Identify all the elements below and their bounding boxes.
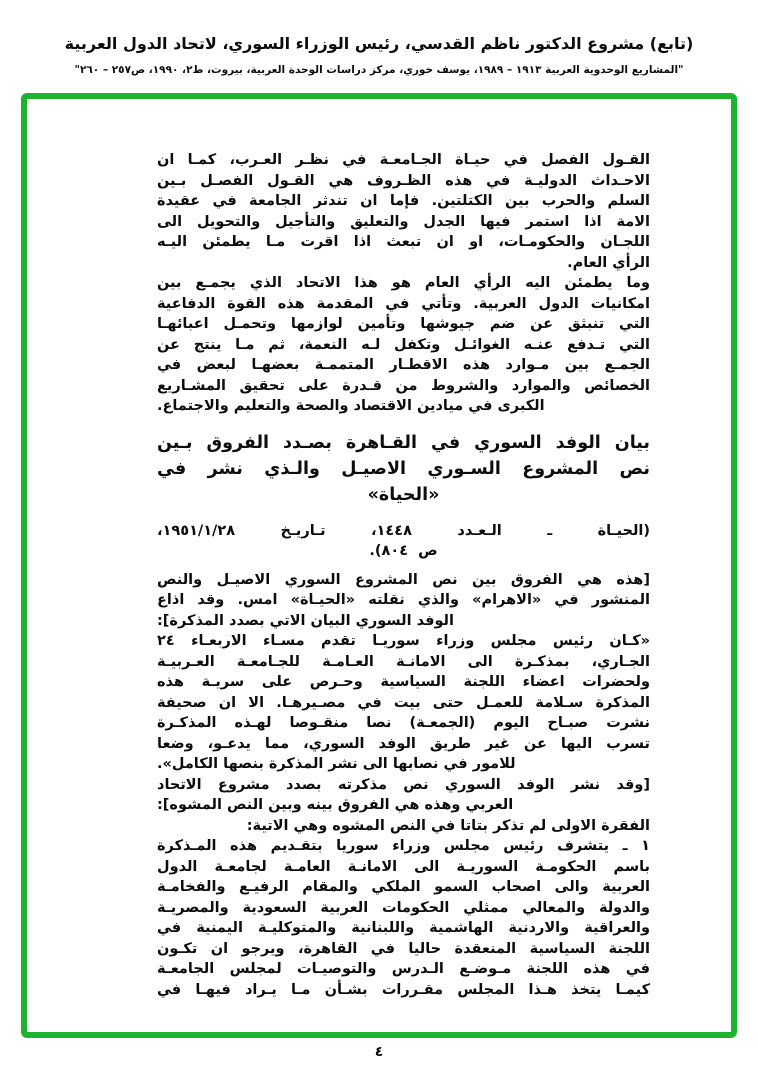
paragraph-4: [157, 631, 650, 775]
text-line: المذكرة سـلامة للعمـل حتى بيت في مصـيرهـا. الا ان صحيفة: [157, 694, 650, 711]
text-line: (الحيـاة ـ الـعـدد ١٤٤٨، تـاريـخ ١٩٥١/١/٢٨،: [157, 522, 650, 539]
text-line: كيمـا يتخذ هـذا المجلس مقـررات بشـأن مـا يـراد فيهـا في: [157, 981, 650, 998]
text-line: في هذه اللجنة مـوضـع الـدرس والتوصيـات لمجلس الجامعـة: [157, 961, 650, 977]
citation: [157, 521, 650, 562]
text-line: العربية والى اصحاب السمو الملكي والمقام الرفيـع والفخامـة: [157, 879, 650, 895]
text-line: باسم الحكومـة السوريـة الى الامانـة العامـة لجامعـة الدول: [157, 858, 650, 875]
text-line: اللجنة السياسية المنعقدة حاليا في القاهرة، ويرجو ان تكـون: [157, 940, 650, 957]
text-line: ص ٨٠٤).: [369, 543, 438, 559]
text-line: تسرب اليها عن غير طريق الوفد السوري، مما يدعـو، وضعا: [157, 735, 650, 752]
text-line: ولحضرات اعضاء اللجنة السياسية وحـرص على سريـة هذه: [157, 674, 650, 690]
text-line: التي تـدفع عنـه الغوائـل وتكفل لـه النعمة، ثم مـا ينتج عن: [157, 336, 650, 353]
text-line: نشرت صبـاح اليوم (الجمعـة) نصا منقـوصا لهـذه المذكـرة: [157, 715, 650, 731]
text-line: الرأي العام.: [567, 254, 650, 271]
text-line: والدولة والمعالي ممثلي الحكومات العربية السعودية والمصريـة: [157, 899, 650, 916]
text-line: اللجـان والحكومـات، او ان تبعث اذا اقرت مـا يطمئن اليـه: [157, 234, 650, 250]
text-line: امكانيات الدول العربية. وتأتي في المقدمة هذه القوة الدفاعية: [157, 295, 650, 312]
paragraph-5: [157, 775, 650, 816]
paragraph-2: [157, 273, 650, 417]
text-line: القـول الفصل في حيـاة الجـامعـة في نظـر العـرب، كمـا ان: [157, 152, 650, 168]
text-line: الامة اذا استمر فيها الجدل والتعليق والتأجيل والتحويل الى: [157, 213, 650, 230]
text-line: التي تنبثق عن ضم جيوشها وتأمين لوازمها وتحمـل اعبائهـا: [157, 316, 650, 332]
section-heading: [157, 430, 650, 508]
document-body: [157, 150, 650, 1000]
text-line: [هذه هي الفروق بين نص المشروع السوري الاصيـل والنص: [157, 571, 650, 588]
page-number: ٤: [374, 1044, 384, 1060]
text-line: وما يطمئن اليه الرأي العام هو هذا الاتحاد الذي يجمـع بين: [157, 275, 650, 291]
text-line: ١ ـ يتشرف رئيس مجلس وزراء سوريا بتقـديم هذه المـذكرة: [157, 838, 650, 854]
text-line: والعراقية والاردنية الهاشمية واللبنانية والمتوكليـة اليمنية في: [157, 920, 650, 936]
paragraph-6: [157, 816, 650, 837]
text-line: بيان الوفد السوري في القـاهرة بصـدد الفروق بـين: [157, 432, 650, 453]
text-line: «كـان رئيس مجلس وزراء سوريـا تقدم مسـاء الاربعـاء ٢٤: [157, 633, 650, 649]
text-line: الخصائص والموارد والشروط من قـدرة على تحقيق المشـاريع: [157, 377, 650, 394]
paragraph-7: [157, 836, 650, 1000]
text-line: المنشور في «الاهرام» والذي نقلته «الحيـاة» امس. وقد اذاع: [157, 592, 650, 608]
document-header-source: "المشاريع الوحدوية العربية ١٩١٣ – ١٩٨٩، يوسف خوري، مركز دراسات الوحدة العربية، بيروت، ط٢، ١٩٩٠، ص٢٥٧ – ٢٦٠": [74, 64, 684, 76]
text-line: [وقد نشر الوفد السوري نص مذكرته بصدد مشروع الاتحاد: [157, 776, 650, 793]
text-line: نص المشروع السـوري الاصيـل والـذي نشر في: [157, 458, 650, 479]
paragraph-1: [157, 150, 650, 273]
text-line: الوفد السوري البيان الاتي بصدد المذكرة]:: [157, 612, 454, 629]
text-line: السلم والحرب بين الكتلتين. فإما ان تندثر الجامعة في عقيدة: [157, 193, 650, 209]
text-line: العربي وهذه هي الفروق بينه وبين النص المشوه]:: [157, 797, 514, 813]
text-line: الكبرى في ميادين الاقتصاد والصحة والتعليم والاجتماع.: [157, 398, 545, 414]
text-line: «الحياة»: [367, 484, 440, 505]
text-line: الاحـداث الدوليـة في هذه الظـروف هي القـول الفصـل بـين: [157, 172, 650, 189]
paragraph-3: [157, 570, 650, 632]
text-line: للامور في نصابها الى نشر المذكرة بنصها الكامل».: [157, 756, 516, 772]
text-line: الجمـع بين مـوارد هذه الاقطـار المتممـة بعضهـا لبعض في: [157, 357, 650, 373]
text-line: الجـاري، بمذكـرة الى الامانـة العـامـة للجـامعـة العـربيـة: [157, 653, 650, 670]
text-line: الفقرة الاولى لم تذكر بتاتا في النص المشوه وهي الاتية:: [246, 817, 650, 834]
document-header-title: (تابع) مشروع الدكتور ناظم القدسي، رئيس الوزراء السوري، لاتحاد الدول العربية: [64, 34, 694, 53]
